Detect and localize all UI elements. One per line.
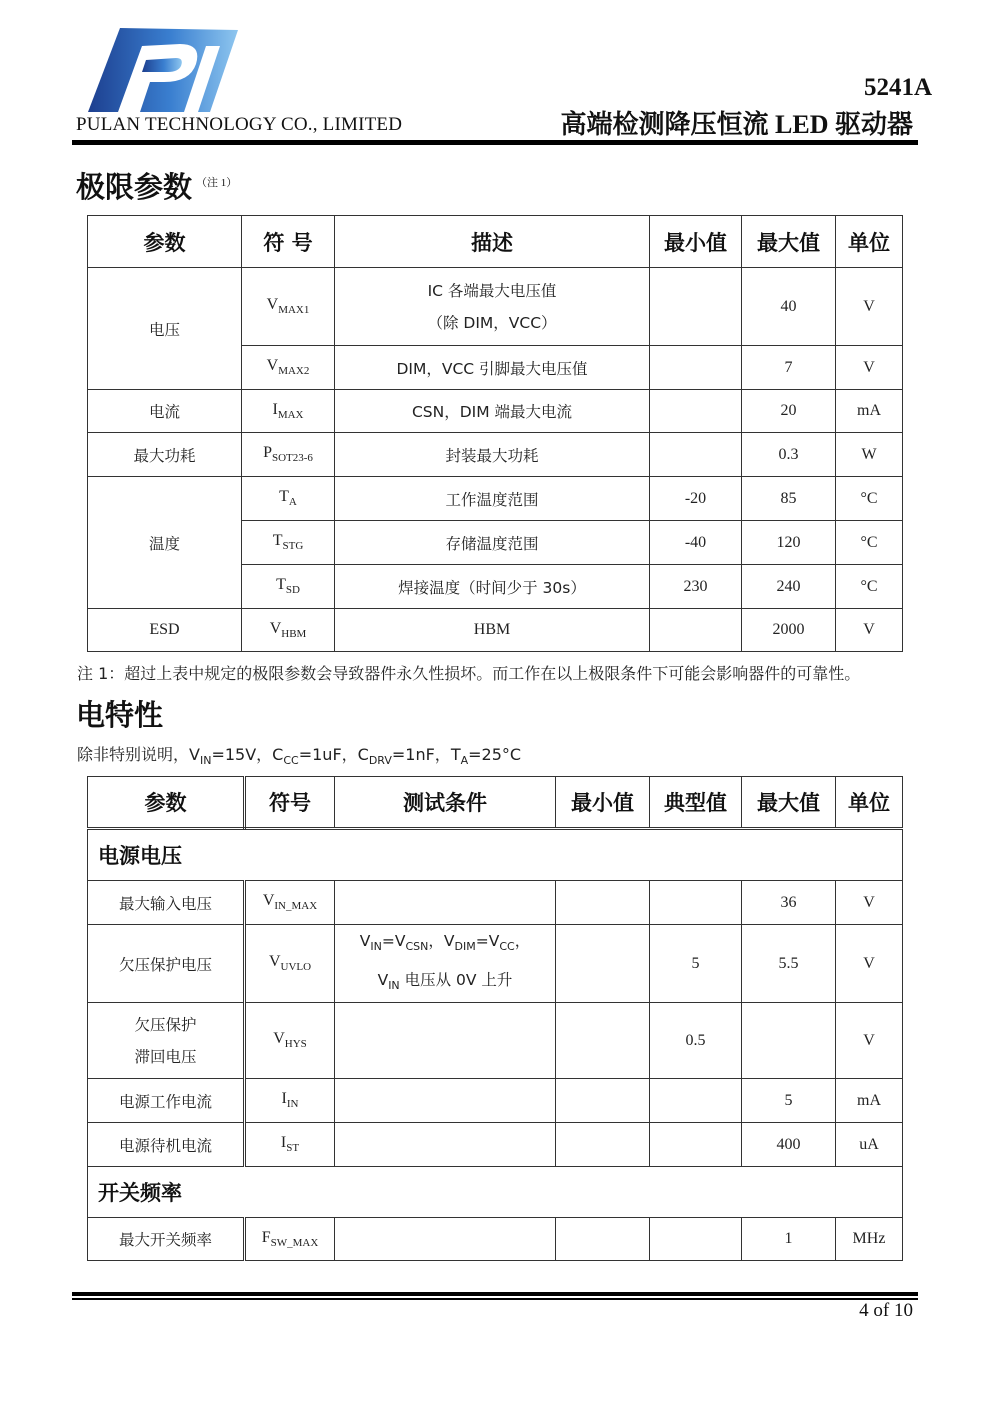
min-cell: -40 <box>650 521 742 565</box>
symbol-cell: $T_A$ <box>242 477 335 521</box>
col-header-desc: 描述 <box>335 216 650 268</box>
unit-cell: °C <box>836 521 903 565</box>
min-cell <box>650 268 742 346</box>
abs-max-title-text: 极限参数 <box>76 170 193 204</box>
footer-rule-thin <box>72 1298 918 1300</box>
symbol-cell: $V_{HBM}$ <box>242 609 335 652</box>
unit-cell: W <box>836 433 903 477</box>
max-cell: 1 <box>742 1218 836 1261</box>
product-title: 高端检测降压恒流 LED 驱动器 <box>560 110 913 139</box>
min-cell <box>556 925 650 1003</box>
max-cell: 7 <box>742 346 836 390</box>
elec-table <box>87 776 903 1261</box>
cond-cell: $V_{IN}=V_{CSN}$，$V_{DIM}=V_{CC}$， $V_{IN}$ 电压从 0V 上升 <box>335 925 556 1003</box>
cond-cell <box>335 1079 556 1123</box>
desc-cell: HBM <box>335 609 650 652</box>
col-header-max: 最大值 <box>742 777 836 829</box>
param-cell: 欠压保护电压 <box>88 925 245 1003</box>
unit-cell: V <box>836 346 903 390</box>
group-supply: 电源电压 <box>88 829 903 881</box>
cond-cell <box>335 1218 556 1261</box>
unit-cell: V <box>836 1003 903 1079</box>
footnote: 注 1：超过上表中规定的极限参数会导致器件永久性损坏。而工作在以上极限条件下可能会影响器件的可靠性。 <box>77 664 861 683</box>
table-row <box>88 1218 903 1261</box>
company-name: PULAN TECHNOLOGY CO., LIMITED <box>76 114 403 135</box>
unit-cell: V <box>836 881 903 925</box>
unit-cell: V <box>836 609 903 652</box>
param-cell: 最大功耗 <box>88 433 242 477</box>
param-cell: 欠压保护 滞回电压 <box>88 1003 245 1079</box>
min-cell <box>556 1218 650 1261</box>
max-cell: 20 <box>742 390 836 433</box>
table-row <box>88 433 903 477</box>
unit-cell: V <box>836 925 903 1003</box>
col-header-min: 最小值 <box>556 777 650 829</box>
param-cell: 最大输入电压 <box>88 881 245 925</box>
max-cell: 240 <box>742 565 836 609</box>
symbol-cell: $V_{HYS}$ <box>245 1003 335 1079</box>
symbol-cell: $I_{MAX}$ <box>242 390 335 433</box>
min-cell <box>556 1079 650 1123</box>
note-ref: （注 1） <box>196 177 238 190</box>
param-cell: 电流 <box>88 390 242 433</box>
table-row <box>88 925 903 1003</box>
table-row <box>88 609 903 652</box>
max-cell <box>742 1003 836 1079</box>
unit-cell: V <box>836 268 903 346</box>
col-header-symbol: 符号 <box>245 777 335 829</box>
desc-cell: 焊接温度（时间少于 30s） <box>335 565 650 609</box>
header-rule <box>72 140 918 145</box>
max-cell: 40 <box>742 268 836 346</box>
col-header-min: 最小值 <box>650 216 742 268</box>
symbol-cell: $V_{IN\_MAX}$ <box>245 881 335 925</box>
pulan-pj-logo-icon <box>80 20 245 115</box>
desc-cell: DIM，VCC 引脚最大电压值 <box>335 346 650 390</box>
symbol-cell: $V_{MAX2}$ <box>242 346 335 390</box>
param-cell: ESD <box>88 609 242 652</box>
col-header-typ: 典型值 <box>650 777 742 829</box>
max-cell: 85 <box>742 477 836 521</box>
table-row <box>88 1003 903 1079</box>
desc-cell: 封装最大功耗 <box>335 433 650 477</box>
unit-cell: uA <box>836 1123 903 1167</box>
typ-cell <box>650 1123 742 1167</box>
table-header-row <box>88 777 903 829</box>
group-row <box>88 1167 903 1218</box>
symbol-cell: $V_{UVLO}$ <box>245 925 335 1003</box>
group-row <box>88 829 903 881</box>
abs-max-table <box>87 215 903 652</box>
col-header-conditions: 测试条件 <box>335 777 556 829</box>
typ-cell <box>650 881 742 925</box>
desc-cell: 工作温度范围 <box>335 477 650 521</box>
test-conditions: 除非特别说明，$V_{IN}=15V$，$C_{CC}=1uF$，$C_{DRV}=1nF$，$T_A=25^\circ C$ <box>77 745 522 768</box>
table-row <box>88 390 903 433</box>
typ-cell <box>650 1079 742 1123</box>
cond-cell <box>335 1123 556 1167</box>
param-cell: 温度 <box>88 477 242 609</box>
desc-cell: IC 各端最大电压值 （除 DIM，VCC） <box>335 268 650 346</box>
typ-cell <box>650 1218 742 1261</box>
page-number: 4 of 10 <box>859 1300 913 1321</box>
col-header-max: 最大值 <box>742 216 836 268</box>
table-row <box>88 1123 903 1167</box>
unit-cell: °C <box>836 565 903 609</box>
symbol-cell: $P_{SOT23-6}$ <box>242 433 335 477</box>
unit-cell: mA <box>836 1079 903 1123</box>
max-cell: 2000 <box>742 609 836 652</box>
typ-cell: 0.5 <box>650 1003 742 1079</box>
max-cell: 0.3 <box>742 433 836 477</box>
max-cell: 120 <box>742 521 836 565</box>
table-row <box>88 268 903 346</box>
max-cell: 5 <box>742 1079 836 1123</box>
table-row <box>88 477 903 521</box>
min-cell <box>650 390 742 433</box>
desc-cell: CSN，DIM 端最大电流 <box>335 390 650 433</box>
min-cell: 230 <box>650 565 742 609</box>
symbol-cell: $T_{STG}$ <box>242 521 335 565</box>
table-row <box>88 1079 903 1123</box>
unit-cell: MHz <box>836 1218 903 1261</box>
col-header-symbol: 符 号 <box>242 216 335 268</box>
min-cell <box>650 433 742 477</box>
param-cell: 电源工作电流 <box>88 1079 245 1123</box>
symbol-cell: $I_{ST}$ <box>245 1123 335 1167</box>
unit-cell: mA <box>836 390 903 433</box>
min-cell <box>556 1123 650 1167</box>
col-header-param: 参数 <box>88 216 242 268</box>
min-cell <box>556 881 650 925</box>
unit-cell: °C <box>836 477 903 521</box>
param-cell: 最大开关频率 <box>88 1218 245 1261</box>
param-cell: 电压 <box>88 268 242 390</box>
min-cell <box>650 346 742 390</box>
min-cell <box>556 1003 650 1079</box>
col-header-unit: 单位 <box>836 216 903 268</box>
col-header-unit: 单位 <box>836 777 903 829</box>
typ-cell: 5 <box>650 925 742 1003</box>
part-number: 5241A <box>863 74 932 101</box>
max-cell: 400 <box>742 1123 836 1167</box>
abs-max-title <box>76 165 237 206</box>
table-header-row <box>88 216 903 268</box>
min-cell: -20 <box>650 477 742 521</box>
symbol-cell: $I_{IN}$ <box>245 1079 335 1123</box>
table-row <box>88 881 903 925</box>
symbol-cell: $T_{SD}$ <box>242 565 335 609</box>
param-cell: 电源待机电流 <box>88 1123 245 1167</box>
company-logo <box>80 20 245 115</box>
elec-title: 电特性 <box>76 698 164 732</box>
cond-cell <box>335 881 556 925</box>
max-cell: 36 <box>742 881 836 925</box>
group-switching: 开关频率 <box>88 1167 903 1218</box>
max-cell: 5.5 <box>742 925 836 1003</box>
symbol-cell: $F_{SW\_MAX}$ <box>245 1218 335 1261</box>
desc-cell: 存储温度范围 <box>335 521 650 565</box>
col-header-param: 参数 <box>88 777 245 829</box>
min-cell <box>650 609 742 652</box>
symbol-cell: $V_{MAX1}$ <box>242 268 335 346</box>
footer-rule <box>72 1292 918 1296</box>
cond-cell <box>335 1003 556 1079</box>
